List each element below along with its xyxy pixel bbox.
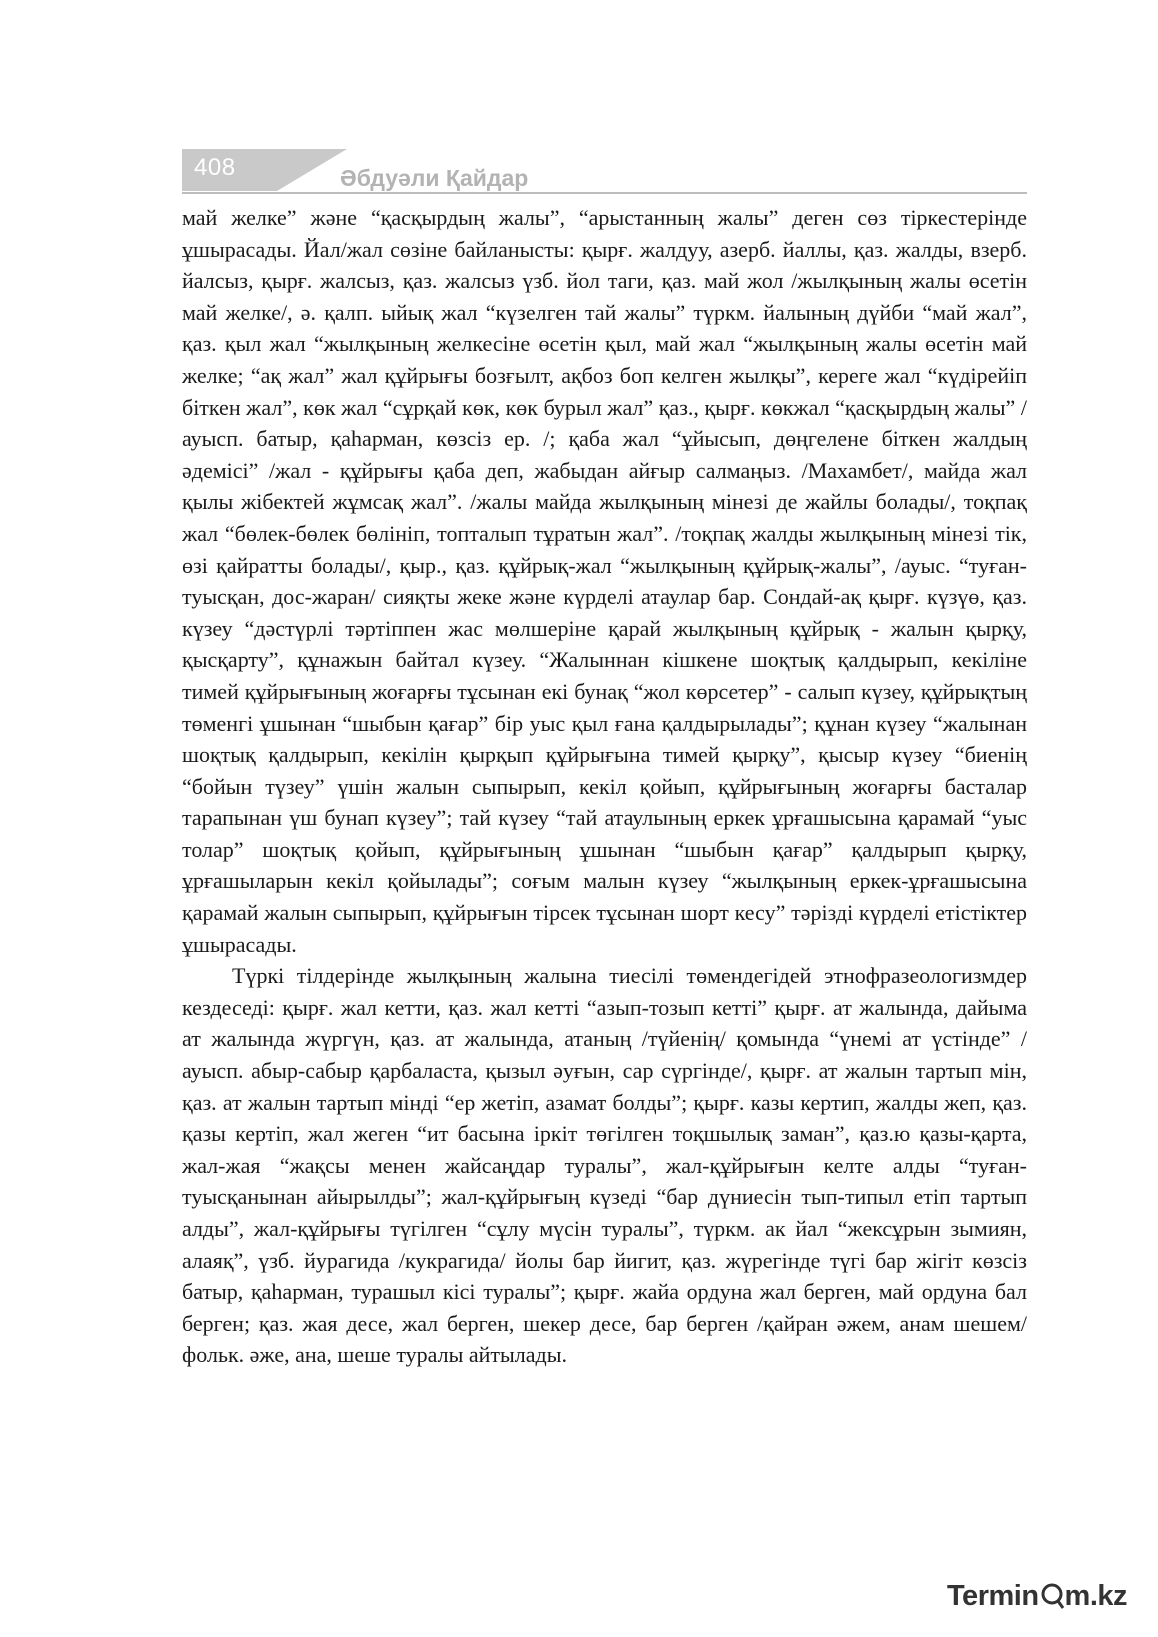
page-number: 408	[194, 154, 236, 181]
running-head: Әбдуәли Қайдар	[340, 165, 529, 191]
termincom-watermark	[947, 1580, 1147, 1626]
page-header	[182, 149, 1027, 195]
watermark-text-start: Termin	[947, 1580, 1039, 1612]
magnifier-o-icon	[1039, 1581, 1065, 1610]
paragraph-1: май желке” және “қасқырдың жалы”, “арыстанның жалы” деген сөз тіркестерінде ұшырасады. Йал/жал сөзіне байланысты: қырғ. жалдуу, азерб. йаллы, қаз. жалды, взерб. йалсыз, қырғ. жалсыз, қаз. жалсыз үзб. йол таги, қаз. май жол /жылқының жалы өсетін май желке/, ә. қалп. ыйық жал “күзелген тай жалы” түркм. йалының дүйби “май жал”, қаз. қыл жал “жылқының желкесіне өсетін қыл, май жал “жылқының жалы өсетін май желке; “ақ жал” жал құйрығы бозғылт, ақбоз боп келген жылқы”, кереге жал “күдірейіп біткен жал”, көк жал “сұрқай көк, көк бурыл жал” қаз., қырғ. көкжал “қасқырдың жалы” / ауысп. батыр, қаһарман, көзсіз ер. /; қаба жал “ұйысып, дөңгелене біткен жалдың әдемісі” /жал - құйрығы қаба деп, жабыдан айғыр салмаңыз. /Махамбет/, майда жал қылы жібектей жұмсақ жал”. /жалы майда жылқының мінезі де жайлы болады/, тоқпақ жал “бөлек-бөлек бөлініп, топталып тұратын жал”. /тоқпақ жалды жылқының мінезі тік, өзі қайратты болады/, қыр., қаз. құйрық-жал “жылқының құйрық-жалы”, /ауыс. “туған-туысқан, дос-жаран/ сияқты жеке және күрделі атаулар бар. Сондай-ақ қырғ. күзүө, қаз. күзеу “дәстүрлі тәртіппен жас мөлшеріне қарай жылқының құйрық - жалын қырқу, қысқарту”, құнажын байтал күзеу. “Жалыннан кішкене шоқтық қалдырып, кекіліне тимей құйрығының жоғарғы тұсынан екі бунақ “жол көрсетер” - салып күзеу, құйрықтың төменгі ұшынан “шыбын қағар” бір уыс қыл ғана қалдырылады”; құнан күзеу “жалынан шоқтық қалдырып, кекілін қырқып құйрығына тимей қырқу”, қысыр күзеу “биенің “бойын түзеу” үшін жалын сыпырып, кекіл қойып, құйрығының жоғарғы басталар тарапынан үш бунап күзеу”; тай күзеу “тай атаулының еркек ұрғашысына қарамай “уыс толар” шоқтық қойып, құйрығының ұшынан “шыбын қағар” қалдырып қырқу, ұрғашыларын кекіл қойылады”; соғым малын күзеу “жылқының еркек-ұрғашысына қарамай жалын сыпырып, құйрығын тірсек тұсынан шорт кесу” тәрізді күрделі етістіктер ұшырасады.	[182, 205, 1027, 957]
body-text	[182, 202, 1027, 1371]
page-number-slant	[277, 149, 347, 191]
paragraph-2: Түркі тілдерінде жылқының жалына тиесілі төмендегідей этнофразеологизмдер кездеседі: қырғ. жал кетти, қаз. жал кетті “азып-тозып кетті” қырғ. ат жалында, дайыма ат жалында жүргүн, қаз. ат жалында, атаның /түйенің/ қомында “үнемі ат үстінде” /ауысп. абыр-сабыр қарбаласта, қызыл әуғын, сар сүргінде/, қырғ. ат жалын тартып мін, қаз. ат жалын тартып мінді “ер жетіп, азамат болды”; қырғ. казы кертип, жалды жеп, қаз. қазы кертіп, жал жеген “ит басына іркіт төгілген тоқшылық заман”, қаз.ю қазы-қарта, жал-жая “жақсы менен жайсаңдар туралы”, жал-құйрығын келте алды “туған-туысқанынан айырылды”; жал-құйрығың күзеді “бар дүниесін тып-типыл етіп тартып алды”, жал-құйрығы түгілген “сұлу мүсін туралы”, түркм. ак йал “жексұрын зымиян, алаяқ”, үзб. йурагида /кукрагида/ йолы бар йигит, қаз. жүрегінде түгі бар жігіт көзсіз батыр, қаһарман, турашыл кісі туралы”; қырғ. жайа ордуна жал берген, май ордуна бал берген; қаз. жая десе, жал берген, шекер десе, бар берген /қайран әжем, анам шешем/ фольк. әже, ана, шеше туралы айтылады.	[182, 963, 1027, 1368]
header-rule	[182, 192, 1027, 194]
watermark-text-end: m.kz	[1064, 1580, 1128, 1612]
